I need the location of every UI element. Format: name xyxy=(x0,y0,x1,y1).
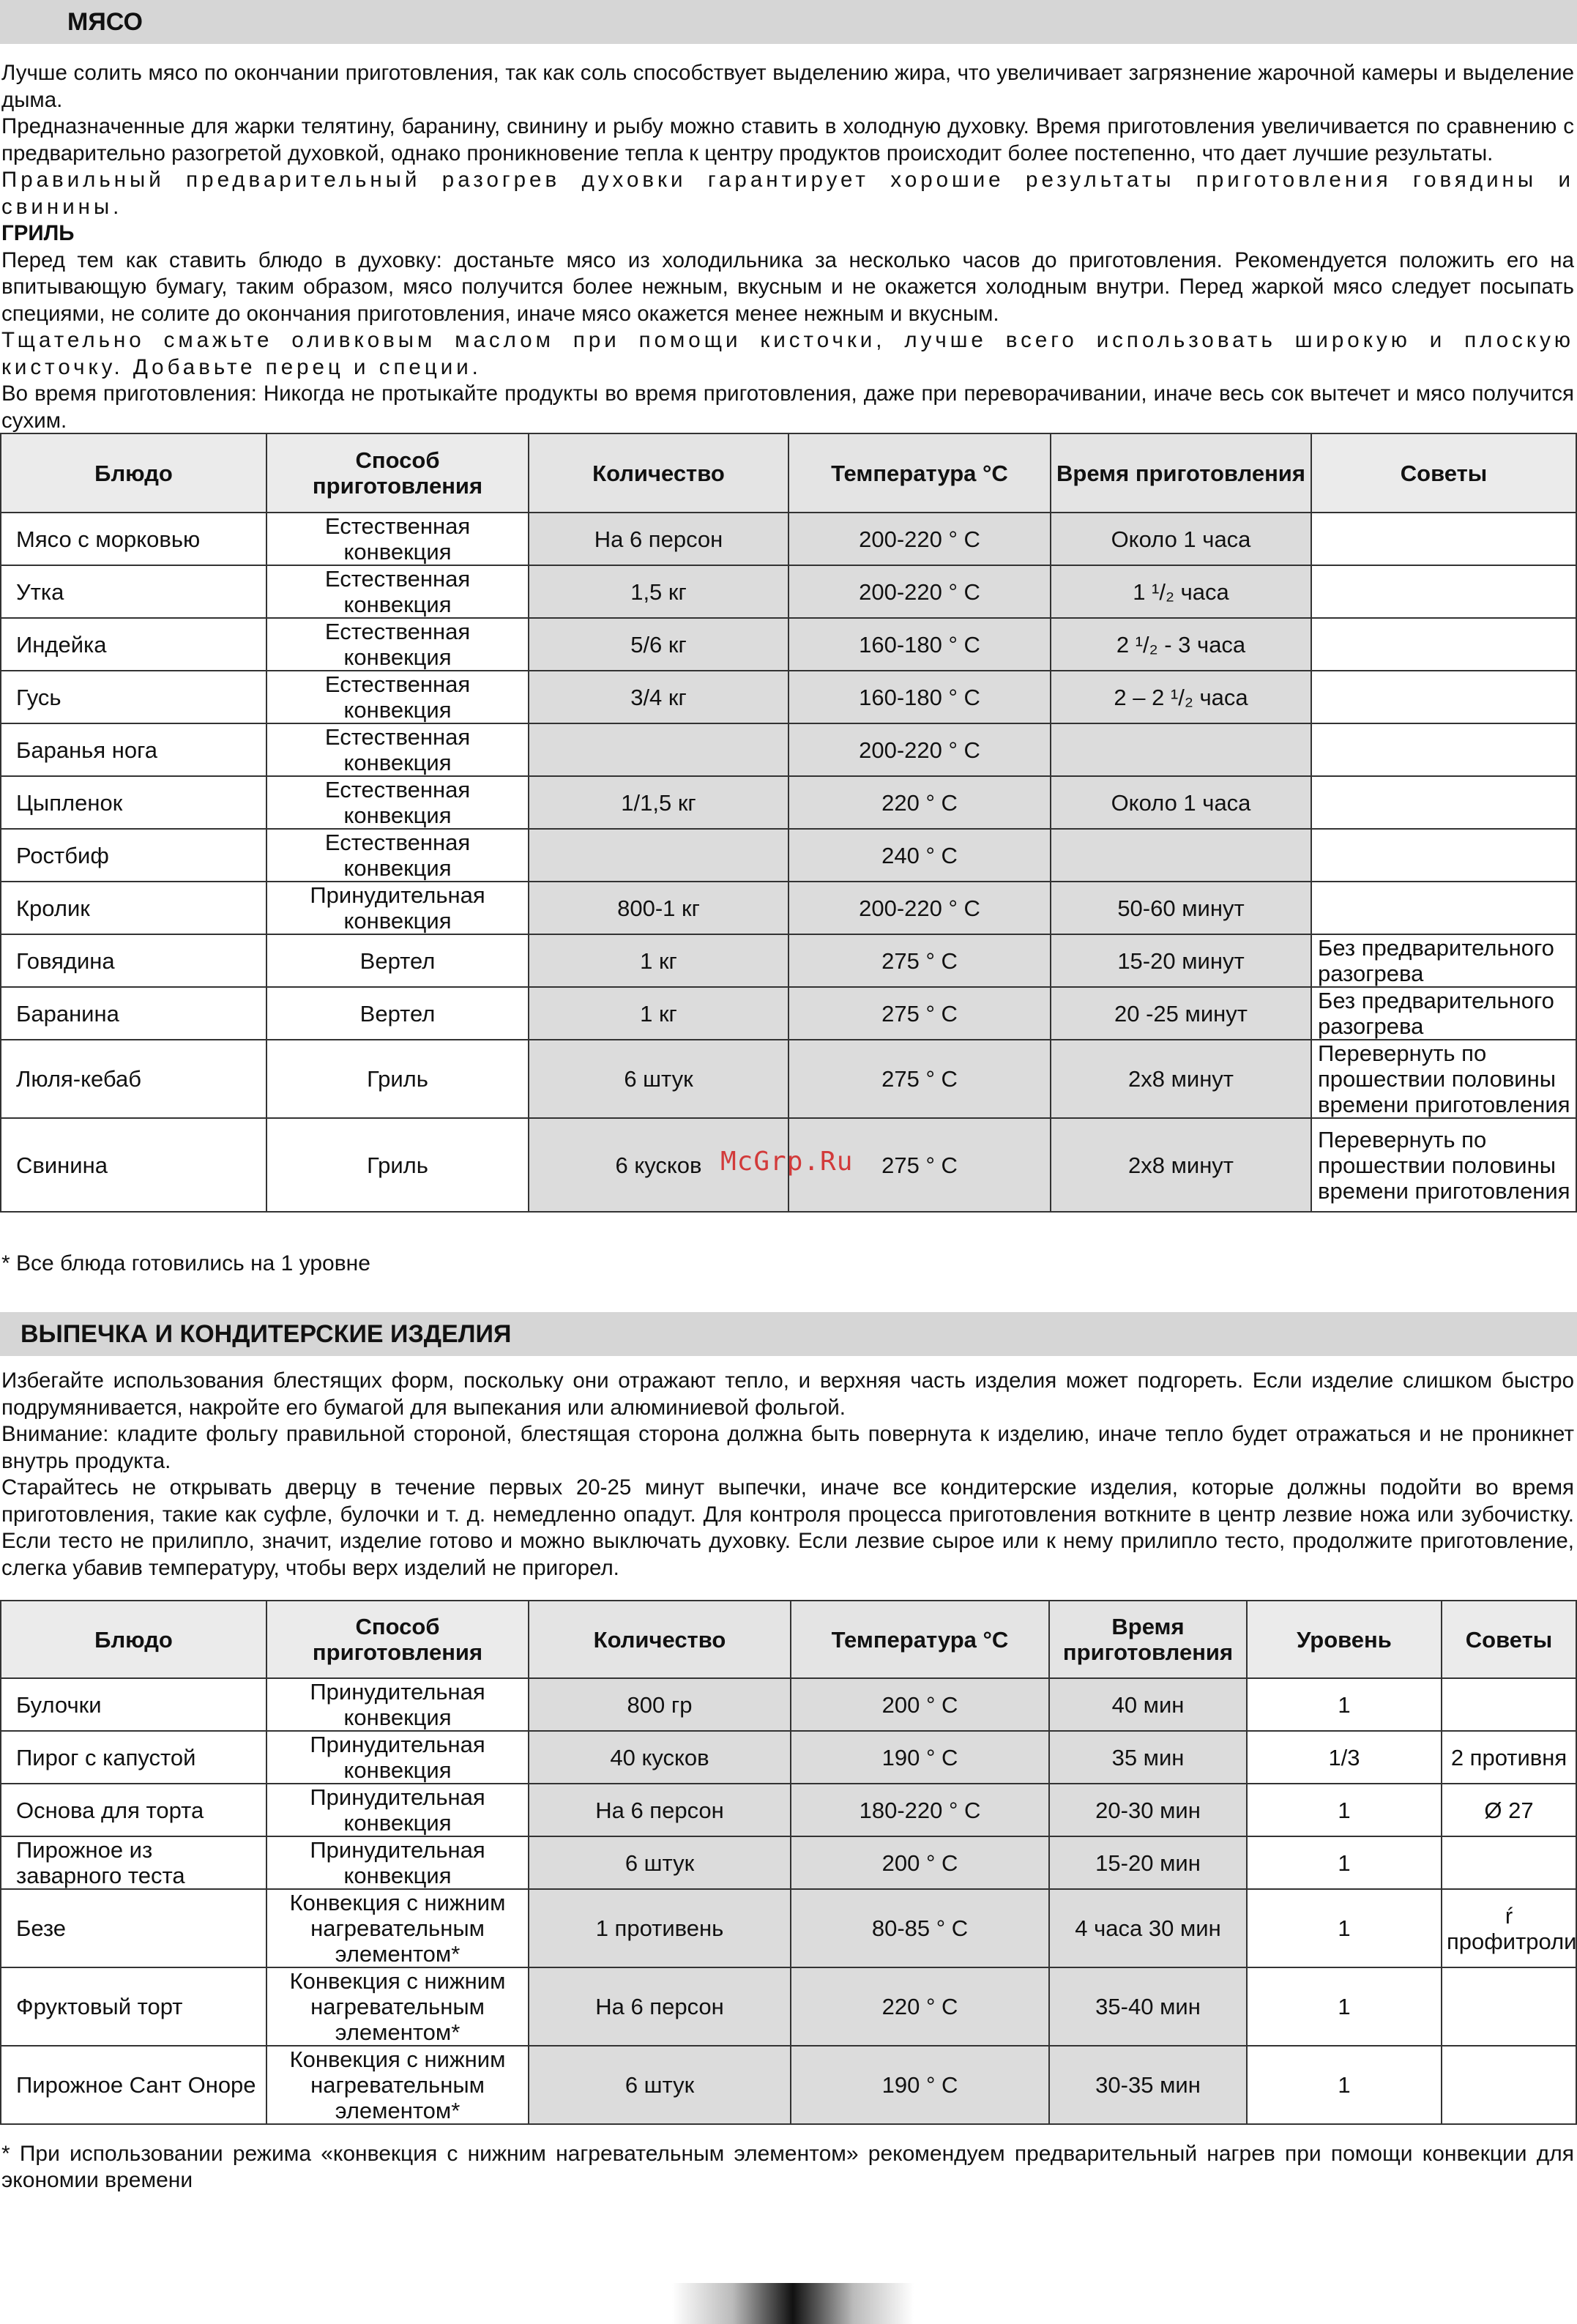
baking-paragraph: Старайтесь не открывать дверцу в течение первых 20-25 минут выпечки, иначе все кондитерские изделия, которые должны подойти во время приготовления, такие как суфле, булочки и т. д. немедленно опадут. Для контроля процесса приготовления воткните в центр лезвие ножа или зубочистку. Если тесто не прилипло, значит, изделие готово и можно выключать духовку. Если лезвие сырое или к нему прилипло тесто, продолжите приготовление, слегка убавив температуру, чтобы верх изделий не пригорел. xyxy=(1,1475,1574,1580)
cell-temperature: 275 ° С xyxy=(788,987,1051,1040)
cell-method: Конвекция с нижним нагревательным элементом* xyxy=(266,1967,529,2046)
cell-time: 15-20 минут xyxy=(1051,934,1311,987)
cell-dish: Индейка xyxy=(1,618,266,671)
cell-level: 1 xyxy=(1247,1678,1442,1731)
baking-table-header-row xyxy=(1,1601,1576,1678)
watermark-text: McGrp.Ru xyxy=(720,1147,854,1177)
meat-table xyxy=(0,433,1577,1213)
cell-quantity: 40 кусков xyxy=(529,1731,791,1784)
col-header-method: Способ приготовления xyxy=(266,1601,529,1678)
cell-tips xyxy=(1311,565,1576,618)
table-row xyxy=(1,776,1576,829)
cell-tips xyxy=(1311,829,1576,882)
cell-dish: Фруктовый торт xyxy=(1,1967,266,2046)
meat-footnote: * Все блюда готовились на 1 уровне xyxy=(1,1251,370,1275)
cell-quantity: 6 штук xyxy=(529,1040,788,1118)
cell-temperature: 275 ° С xyxy=(788,1118,1051,1212)
page-tab-marker xyxy=(672,2283,914,2324)
cell-tips: ŕ профитроли xyxy=(1442,1889,1576,1967)
table-row xyxy=(1,934,1576,987)
meat-intro xyxy=(1,60,1574,434)
table-row xyxy=(1,1678,1576,1731)
cell-time: 2х8 минут xyxy=(1051,1040,1311,1118)
cell-quantity: На 6 персон xyxy=(529,513,788,565)
col-header-tips: Советы xyxy=(1442,1601,1576,1678)
table-row xyxy=(1,1784,1576,1836)
table-row xyxy=(1,565,1576,618)
cell-method: Принудительная конвекция xyxy=(266,1731,529,1784)
cell-quantity xyxy=(529,829,788,882)
cell-dish: Кролик xyxy=(1,882,266,934)
cell-temperature: 220 ° С xyxy=(788,776,1051,829)
table-row xyxy=(1,723,1576,776)
cell-temperature: 240 ° С xyxy=(788,829,1051,882)
section-title-meat: МЯСО xyxy=(67,8,143,36)
cell-tips: Перевернуть по прошествии половины времени приготовления xyxy=(1311,1040,1576,1118)
cell-tips xyxy=(1311,618,1576,671)
cell-time xyxy=(1051,723,1311,776)
col-header-level: Уровень xyxy=(1247,1601,1442,1678)
cell-method: Конвекция с нижним нагревательным элементом* xyxy=(266,2046,529,2124)
col-header-temperature: Температура °С xyxy=(791,1601,1049,1678)
cell-tips xyxy=(1311,776,1576,829)
cell-temperature: 200-220 ° С xyxy=(788,513,1051,565)
cell-quantity: 1 кг xyxy=(529,987,788,1040)
table-row xyxy=(1,671,1576,723)
cell-time: 1 ¹/₂ часа xyxy=(1051,565,1311,618)
cell-method: Принудительная конвекция xyxy=(266,1836,529,1889)
cell-tips xyxy=(1442,1836,1576,1889)
cell-method: Принудительная конвекция xyxy=(266,1678,529,1731)
meat-paragraph: Предназначенные для жарки телятину, баранину, свинину и рыбу можно ставить в холодную духовку. Время приготовления увеличивается по сравнению с предварительно разогретой духовкой, однако проникновение тепла к центру продуктов происходит более постепенно, что дает лучшие результаты. xyxy=(1,114,1574,165)
cell-dish: Люля-кебаб xyxy=(1,1040,266,1118)
cell-method: Естественная конвекция xyxy=(266,618,529,671)
cell-time: 50-60 минут xyxy=(1051,882,1311,934)
cell-method: Гриль xyxy=(266,1118,529,1212)
cell-temperature: 160-180 ° С xyxy=(788,671,1051,723)
cell-quantity: 1/1,5 кг xyxy=(529,776,788,829)
cell-tips: Без предварительного разогрева xyxy=(1311,987,1576,1040)
cell-dish: Мясо с морковью xyxy=(1,513,266,565)
cell-quantity: 6 кусков xyxy=(529,1118,788,1212)
baking-table xyxy=(0,1600,1577,2125)
cell-time: 4 часа 30 мин xyxy=(1049,1889,1247,1967)
cell-temperature: 200 ° С xyxy=(791,1678,1049,1731)
cell-dish: Безе xyxy=(1,1889,266,1967)
cell-quantity: 1 противень xyxy=(529,1889,791,1967)
table-row xyxy=(1,1836,1576,1889)
meat-paragraph: Лучше солить мясо по окончании приготовления, так как соль способствует выделению жира, что увеличивает загрязнение жарочной камеры и выделение дыма. xyxy=(1,61,1574,112)
meat-table-header-row xyxy=(1,433,1576,513)
table-row xyxy=(1,618,1576,671)
cell-quantity xyxy=(529,723,788,776)
cell-time: 40 мин xyxy=(1049,1678,1247,1731)
cell-dish: Гусь xyxy=(1,671,266,723)
cell-quantity: На 6 персон xyxy=(529,1784,791,1836)
cell-tips xyxy=(1311,882,1576,934)
cell-dish: Баранья нога xyxy=(1,723,266,776)
grill-paragraph: Перед тем как ставить блюдо в духовку: достаньте мясо из холодильника за несколько часов до приготовления. Рекомендуется положить его на впитывающую бумагу, таким образом, мясо получится более нежным, вкусным и не окажется холодным внутри. Перед жаркой мясо следует посыпать специями, не солите до окончания приготовления, иначе мясо окажется менее нежным и вкусным. xyxy=(1,247,1574,326)
col-header-tips: Советы xyxy=(1311,433,1576,513)
col-header-time: Время приготовления xyxy=(1051,433,1311,513)
cell-method: Вертел xyxy=(266,987,529,1040)
table-row xyxy=(1,1889,1576,1967)
cell-temperature: 200 ° С xyxy=(791,1836,1049,1889)
col-header-time: Время приготовления xyxy=(1049,1601,1247,1678)
col-header-dish: Блюдо xyxy=(1,433,266,513)
section-title-baking: ВЫПЕЧКА И КОНДИТЕРСКИЕ ИЗДЕЛИЯ xyxy=(20,1320,512,1348)
baking-paragraph: Избегайте использования блестящих форм, поскольку они отражают тепло, и верхняя часть изделия может подгореть. Если изделие слишком быстро подрумянивается, накройте его бумагой для выпекания или алюминиевой фольгой. xyxy=(1,1368,1574,1420)
section-header-meat xyxy=(0,0,1577,44)
cell-quantity: 5/6 кг xyxy=(529,618,788,671)
cell-method: Естественная конвекция xyxy=(266,671,529,723)
cell-tips xyxy=(1311,513,1576,565)
cell-temperature: 220 ° С xyxy=(791,1967,1049,2046)
cell-temperature: 190 ° С xyxy=(791,2046,1049,2124)
meat-paragraph: Правильный предварительный разогрев духовки гарантирует хорошие результаты приготовления говядины и свинины. xyxy=(1,168,1574,219)
cell-time: 2 ¹/₂ - 3 часа xyxy=(1051,618,1311,671)
cell-level: 1 xyxy=(1247,1836,1442,1889)
cell-level: 1 xyxy=(1247,2046,1442,2124)
cell-temperature: 275 ° С xyxy=(788,934,1051,987)
table-row xyxy=(1,987,1576,1040)
table-row xyxy=(1,882,1576,934)
cell-tips xyxy=(1311,723,1576,776)
cell-dish: Утка xyxy=(1,565,266,618)
cell-quantity: 3/4 кг xyxy=(529,671,788,723)
cell-dish: Говядина xyxy=(1,934,266,987)
cell-time: 15-20 мин xyxy=(1049,1836,1247,1889)
cell-method: Естественная конвекция xyxy=(266,513,529,565)
cell-time: 35 мин xyxy=(1049,1731,1247,1784)
baking-paragraph: Внимание: кладите фольгу правильной стороной, блестящая сторона должна быть повернута к изделию, иначе тепло будет отражаться и не проникнет внутрь продукта. xyxy=(1,1422,1574,1473)
cell-dish: Булочки xyxy=(1,1678,266,1731)
cell-method: Принудительная конвекция xyxy=(266,1784,529,1836)
col-header-temperature: Температура °С xyxy=(788,433,1051,513)
cell-level: 1 xyxy=(1247,1889,1442,1967)
baking-intro xyxy=(1,1368,1574,1582)
cell-quantity: 1,5 кг xyxy=(529,565,788,618)
cell-dish: Цыпленок xyxy=(1,776,266,829)
cell-dish: Основа для торта xyxy=(1,1784,266,1836)
cell-dish: Пирожное из заварного теста xyxy=(1,1836,266,1889)
cell-dish: Свинина xyxy=(1,1118,266,1212)
cell-time: Около 1 часа xyxy=(1051,513,1311,565)
cell-level: 1 xyxy=(1247,1967,1442,2046)
col-header-method: Способ приготовления xyxy=(266,433,529,513)
cell-method: Естественная конвекция xyxy=(266,829,529,882)
table-row xyxy=(1,1040,1576,1118)
cell-temperature: 200-220 ° С xyxy=(788,723,1051,776)
cell-time: 2 – 2 ¹/₂ часа xyxy=(1051,671,1311,723)
baking-footnote: * При использовании режима «конвекция с нижним нагревательным элементом» рекомендуем предварительный нагрев при помощи конвекции для экономии времени xyxy=(1,2142,1574,2192)
cell-method: Естественная конвекция xyxy=(266,776,529,829)
cell-time: 30-35 мин xyxy=(1049,2046,1247,2124)
cell-temperature: 275 ° С xyxy=(788,1040,1051,1118)
cell-time: Около 1 часа xyxy=(1051,776,1311,829)
cell-level: 1/3 xyxy=(1247,1731,1442,1784)
cell-tips: Перевернуть по прошествии половины времени приготовления xyxy=(1311,1118,1576,1212)
cell-time: 35-40 мин xyxy=(1049,1967,1247,2046)
cell-quantity: На 6 персон xyxy=(529,1967,791,2046)
cell-time: 2х8 минут xyxy=(1051,1118,1311,1212)
cell-dish: Ростбиф xyxy=(1,829,266,882)
cell-temperature: 190 ° С xyxy=(791,1731,1049,1784)
cell-temperature: 180-220 ° С xyxy=(791,1784,1049,1836)
cell-quantity: 800 гр xyxy=(529,1678,791,1731)
cell-time xyxy=(1051,829,1311,882)
cell-method: Вертел xyxy=(266,934,529,987)
cell-level: 1 xyxy=(1247,1784,1442,1836)
cell-method: Гриль xyxy=(266,1040,529,1118)
cell-method: Принудительная конвекция xyxy=(266,882,529,934)
grill-paragraph: Во время приготовления: Никогда не протыкайте продукты во время приготовления, даже при переворачивании, иначе весь сок вытечет и мясо получится сухим. xyxy=(1,381,1574,433)
cell-dish: Пирожное Сант Оноре xyxy=(1,2046,266,2124)
cell-quantity: 6 штук xyxy=(529,1836,791,1889)
cell-temperature: 200-220 ° С xyxy=(788,882,1051,934)
cell-tips xyxy=(1442,1678,1576,1731)
cell-time: 20 -25 минут xyxy=(1051,987,1311,1040)
cell-method: Конвекция с нижним нагревательным элементом* xyxy=(266,1889,529,1967)
cell-tips: Без предварительного разогрева xyxy=(1311,934,1576,987)
cell-method: Естественная конвекция xyxy=(266,565,529,618)
col-header-quantity: Количество xyxy=(529,1601,791,1678)
section-header-baking xyxy=(0,1312,1577,1356)
cell-dish: Пирог с капустой xyxy=(1,1731,266,1784)
table-row xyxy=(1,513,1576,565)
table-row xyxy=(1,1731,1576,1784)
cell-method: Естественная конвекция xyxy=(266,723,529,776)
cell-quantity: 6 штук xyxy=(529,2046,791,2124)
cell-temperature: 160-180 ° С xyxy=(788,618,1051,671)
cell-quantity: 1 кг xyxy=(529,934,788,987)
cell-tips xyxy=(1311,671,1576,723)
cell-quantity: 800-1 кг xyxy=(529,882,788,934)
col-header-quantity: Количество xyxy=(529,433,788,513)
cell-time: 20-30 мин xyxy=(1049,1784,1247,1836)
cell-dish: Баранина xyxy=(1,987,266,1040)
cell-tips: Ø 27 xyxy=(1442,1784,1576,1836)
col-header-dish: Блюдо xyxy=(1,1601,266,1678)
table-row xyxy=(1,2046,1576,2124)
grill-heading: ГРИЛЬ xyxy=(1,221,75,245)
cell-tips xyxy=(1442,1967,1576,2046)
cell-tips xyxy=(1442,2046,1576,2124)
table-row xyxy=(1,1967,1576,2046)
cell-tips: 2 противня xyxy=(1442,1731,1576,1784)
cell-temperature: 200-220 ° С xyxy=(788,565,1051,618)
table-row xyxy=(1,829,1576,882)
cell-temperature: 80-85 ° С xyxy=(791,1889,1049,1967)
grill-paragraph: Тщательно смажьте оливковым маслом при помощи кисточки, лучше всего использовать широкую и плоскую кисточку. Добавьте перец и специи. xyxy=(1,328,1574,379)
